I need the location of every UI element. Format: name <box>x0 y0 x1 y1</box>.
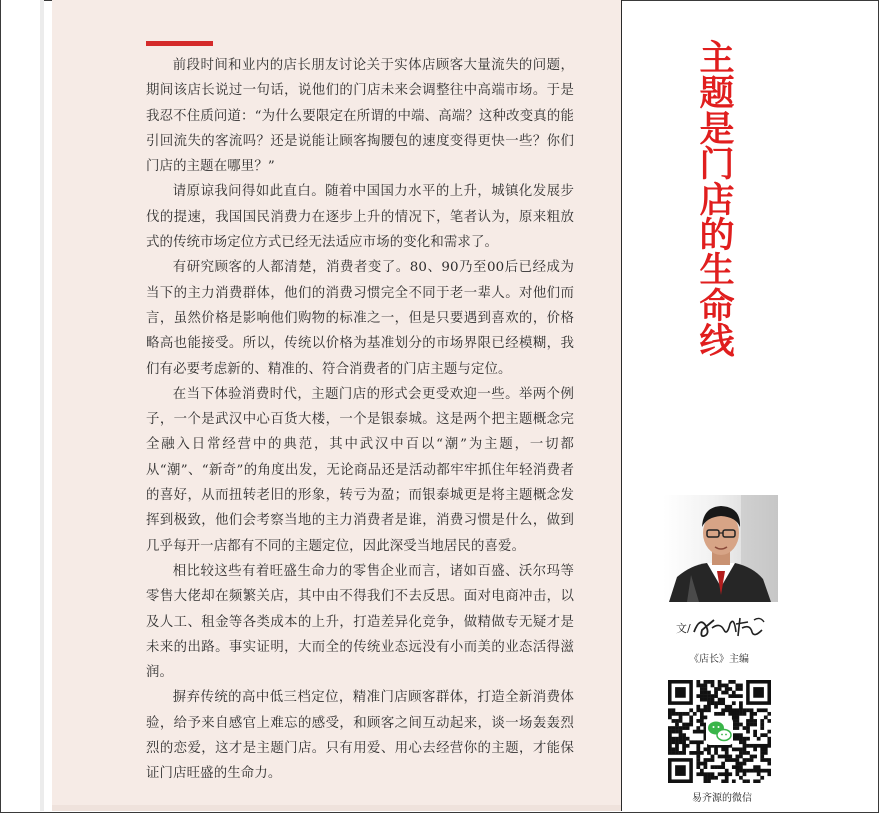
title-char: 的 <box>699 216 735 257</box>
article-paragraph-6: 摒弃传统的高中低三档定位，精准门店顾客群体，打造全新消费体验，给予来自感官上难忘的感受，和顾客之间互动起来，谈一场轰轰烈烈的恋爱，这才是主题门店。只有用爱、用心去经营你的主题，才能保证门店旺盛的生命力。 <box>146 690 574 782</box>
title-char: 门 <box>699 145 735 186</box>
author-role: 《店长》主编 <box>689 654 749 665</box>
article-paragraph-2: 请原谅我问得如此直白。随着中国国力水平的上升，城镇化发展步伐的提速，我国国民消费力在逐步上升的情况下，笔者认为，原来粗放式的传统市场定位方式已经无法适应市场的变化和需求了。 <box>146 184 574 251</box>
title-char: 是 <box>699 109 735 150</box>
article-paragraph-4: 在当下体验消费时代，主题门店的形式会更受欢迎一些。举两个例子，一个是武汉中心百货大楼，一个是银泰城。这是两个把主题概念完全融入日常经营中的典范，其中武汉中百以“潮”为主题，一切都从“潮”、“新奇”的角度出发，无论商品还是活动都牢牢抓住年轻消费者的喜好，从而扭转老旧的形象，转亏为盈；而银泰城更是将主题概念发挥到极致，他们会考察当地的主力消费者是谁，消费习惯是什么，做到几乎每开一店都有不同的主题定位，因此深受当地居民的喜爱。 <box>146 386 574 554</box>
title-char: 线 <box>699 322 735 363</box>
article-title <box>693 39 741 363</box>
qr-caption: 易齐源的微信 <box>692 793 752 804</box>
gutter-fold-line <box>40 0 44 811</box>
article-paragraph-5: 相比较这些有着旺盛生命力的零售企业而言，诸如百盛、沃尔玛等零售大佬却在频繁关店，其中由不得我们不去反思。面对电商冲击，以及人工、租金等各类成本的上升，打造差异化竞争，做精做专无疑才是未来的出路。事实证明，大而全的传统业态远没有小而美的业态活得滋润。 <box>146 563 574 681</box>
accent-bar <box>146 41 213 46</box>
title-char: 题 <box>699 74 735 115</box>
left-gutter <box>1 0 41 811</box>
article-panel-bottom-strip <box>52 805 621 811</box>
wechat-qr-code <box>668 680 771 783</box>
article-paragraph-1: 前段时间和业内的店长朋友讨论关于实体店顾客大量流失的问题，期间该店长说过一句话，说他们的门店未来会调整往中高端市场。于是我忍不住质问道：“为什么要限定在所谓的中端、高端？这种改变真的能引回流失的客流吗？还是说能让顾客掏腰包的速度变得更快一些？你们门店的主题在哪里？” <box>146 58 574 175</box>
author-byline <box>676 614 786 644</box>
byline-prefix: 文/ <box>676 622 691 635</box>
article-body <box>146 53 574 787</box>
author-signature <box>690 612 770 642</box>
title-char: 命 <box>699 286 735 327</box>
column-divider <box>621 0 622 811</box>
wechat-icon <box>706 718 733 745</box>
author-photo <box>663 495 778 602</box>
title-char: 主 <box>699 39 735 79</box>
title-char: 店 <box>699 180 735 221</box>
title-char: 生 <box>699 251 735 292</box>
article-paragraph-3: 有研究顾客的人都清楚，消费者变了。80、90乃至00后已经成为当下的主力消费群体，他们的消费习惯完全不同于老一辈人。对他们而言，虽然价格是影响他们购物的标准之一，但是只要遇到喜欢的，价格略高也能接受。所以，传统以价格为基准划分的市场界限已经模糊，我们有必要考虑新的、精准的、符合消费者的门店主题与定位。 <box>146 260 574 377</box>
